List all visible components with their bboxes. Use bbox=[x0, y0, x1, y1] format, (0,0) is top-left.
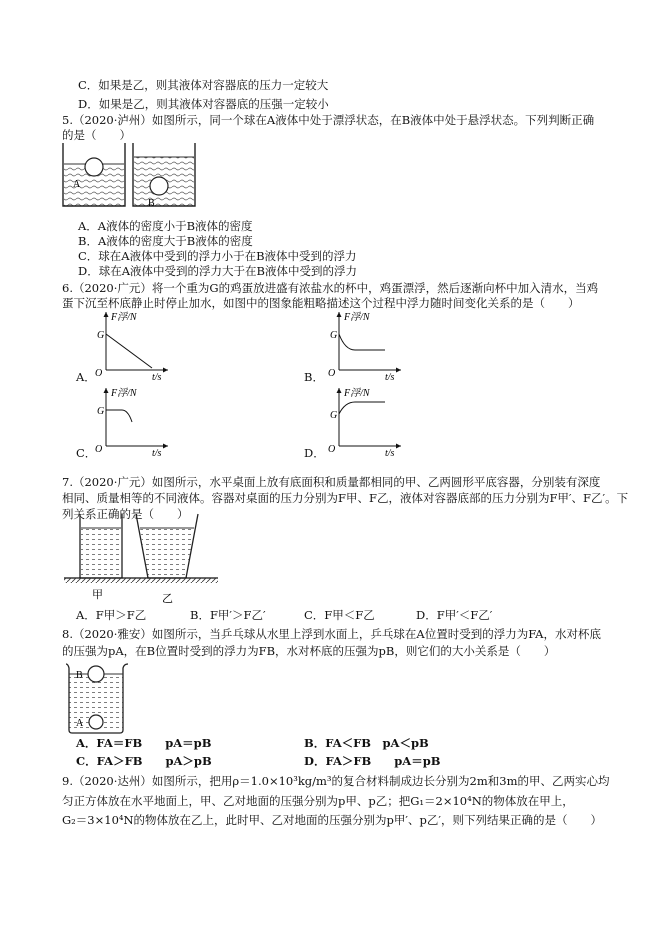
q4-option-c: C．如果是乙，则其液体对容器底的压力一定较大 bbox=[78, 78, 329, 92]
svg-text:O: O bbox=[328, 368, 336, 379]
q6-option-a: A． bbox=[76, 370, 96, 384]
q7-option-c: C．F甲＜F乙 bbox=[304, 608, 375, 622]
q9-stem-line3: G₂＝3×10⁴N的物体放在乙上，此时甲、乙对地面的压强分别为p甲′、p乙′，则下列结果正确的是（ ） bbox=[62, 813, 602, 827]
q8-option-a: A．FA＝FB pA＝pB bbox=[76, 736, 212, 750]
q5-fig-label-b: B bbox=[148, 198, 155, 208]
q6-curve-d bbox=[339, 402, 385, 414]
q6-stem-line2: 蛋下沉至杯底静止时停止加水，如图中的图象能粗略描述这个过程中浮力随时间变化关系的是（ ） bbox=[62, 296, 580, 310]
q8-stem-line1: 8.（2020·雅安）如图所示，当乒乓球从水里上浮到水面上，乒乓球在A位置时受到的浮力为FA，水对杯底 bbox=[62, 627, 601, 641]
svg-text:G: G bbox=[97, 330, 105, 341]
svg-text:t/s: t/s bbox=[385, 372, 395, 380]
svg-text:O: O bbox=[95, 368, 103, 379]
q7-liquid-jia bbox=[81, 528, 121, 578]
q7-option-b: B．F甲′＞F乙′ bbox=[190, 608, 266, 622]
svg-text:F浮/N: F浮/N bbox=[111, 312, 137, 323]
q5-option-b: B．A液体的密度大于B液体的密度 bbox=[78, 234, 253, 248]
q8-ball-b bbox=[88, 666, 104, 682]
q7-liquid-yi bbox=[140, 528, 194, 578]
q5-figure bbox=[60, 142, 198, 208]
svg-text:F浮/N: F浮/N bbox=[111, 388, 137, 399]
q5-stem-line1: 5.（2020·泸州）如图所示，同一个球在A液体中处于漂浮状态，在B液体中处于悬浮状态。下列判断正确 bbox=[62, 113, 595, 127]
q6-stem-line1: 6.（2020·广元）将一个重为G的鸡蛋放进盛有浓盐水的杯中，鸡蛋漂浮，然后逐渐向杯中加入清水，当鸡 bbox=[62, 281, 599, 295]
svg-text:F浮/N: F浮/N bbox=[344, 312, 370, 323]
svg-text:G: G bbox=[330, 330, 338, 341]
q7-stem-line3: 列关系正确的是（ ） bbox=[62, 507, 189, 521]
svg-text:O: O bbox=[328, 444, 336, 455]
q8-ball-a bbox=[89, 715, 103, 729]
q5-stem-line2: 的是（ ） bbox=[62, 128, 131, 142]
q7-stem-line2: 相同、质量相等的不同液体。容器对桌面的压力分别为F甲、F乙，液体对容器底部的压力分别为F甲′、F乙′。下 bbox=[62, 491, 629, 505]
q6-graph-c bbox=[92, 384, 172, 456]
svg-text:t/s: t/s bbox=[385, 448, 395, 456]
q5-option-d: D．球在A液体中受到的浮力大于在B液体中受到的浮力 bbox=[78, 264, 357, 278]
q8-figure bbox=[62, 660, 134, 734]
q8-option-c: C．FA＞FB pA＞pB bbox=[76, 754, 212, 768]
q8-option-b: B．FA＜FB pA＜pB bbox=[304, 736, 429, 750]
q5-ball-a bbox=[85, 158, 103, 176]
q5-fig-label-a: A bbox=[73, 179, 81, 190]
q9-stem-line1: 9.（2020·达州）如图所示，把用ρ＝1.0×10³kg/m³的复合材料制成边长分别为2m和3m的甲、乙两实心均 bbox=[62, 774, 610, 788]
q5-option-a: A．A液体的密度小于B液体的密度 bbox=[78, 219, 253, 233]
q6-option-d: D． bbox=[304, 446, 325, 460]
q8-fig-label-b: B bbox=[76, 670, 83, 681]
q7-label-jia: 甲 bbox=[92, 589, 103, 601]
q7-label-yi: 乙 bbox=[162, 593, 173, 604]
q6-curve-a bbox=[106, 334, 152, 368]
q7-stem-line1: 7.（2020·广元）如图所示，水平桌面上放有底面积和质量都相同的甲、乙两圆形平底容器，分别装有深度 bbox=[62, 475, 601, 489]
q7-option-d: D．F甲′＜F乙′ bbox=[416, 608, 493, 622]
q8-fig-label-a: A bbox=[76, 718, 84, 729]
svg-text:G: G bbox=[97, 406, 105, 417]
q8-option-d: D．FA＞FB pA＝pB bbox=[304, 754, 441, 768]
q6-graph-d bbox=[325, 384, 405, 456]
q6-curve-b bbox=[339, 334, 385, 350]
q6-curve-c bbox=[106, 410, 132, 422]
q4-option-d: D．如果是乙，则其液体对容器底的压强一定较小 bbox=[78, 97, 329, 111]
q7-figure bbox=[62, 512, 222, 604]
q7-option-a: A．F甲＞F乙 bbox=[76, 608, 147, 622]
q6-graph-b bbox=[325, 308, 405, 380]
q5-ball-b bbox=[150, 177, 168, 195]
svg-text:t/s: t/s bbox=[152, 372, 162, 380]
q6-graph-a bbox=[92, 308, 172, 380]
q9-stem-line2: 匀正方体放在水平地面上，甲、乙对地面的压强分别为p甲、p乙；把G₁＝2×10⁴N的物体放在甲上， bbox=[62, 794, 574, 808]
svg-text:O: O bbox=[95, 444, 103, 455]
svg-text:G: G bbox=[330, 410, 338, 421]
svg-text:t/s: t/s bbox=[152, 448, 162, 456]
q5-option-c: C．球在A液体中受到的浮力小于在B液体中受到的浮力 bbox=[78, 249, 357, 263]
q6-option-c: C． bbox=[76, 446, 97, 460]
q6-option-b: B． bbox=[304, 370, 324, 384]
q8-stem-line2: 的压强为pA，在B位置时受到的浮力为FB，水对杯底的压强为pB，则它们的大小关系是（ ） bbox=[62, 644, 556, 658]
svg-text:F浮/N: F浮/N bbox=[344, 388, 370, 399]
